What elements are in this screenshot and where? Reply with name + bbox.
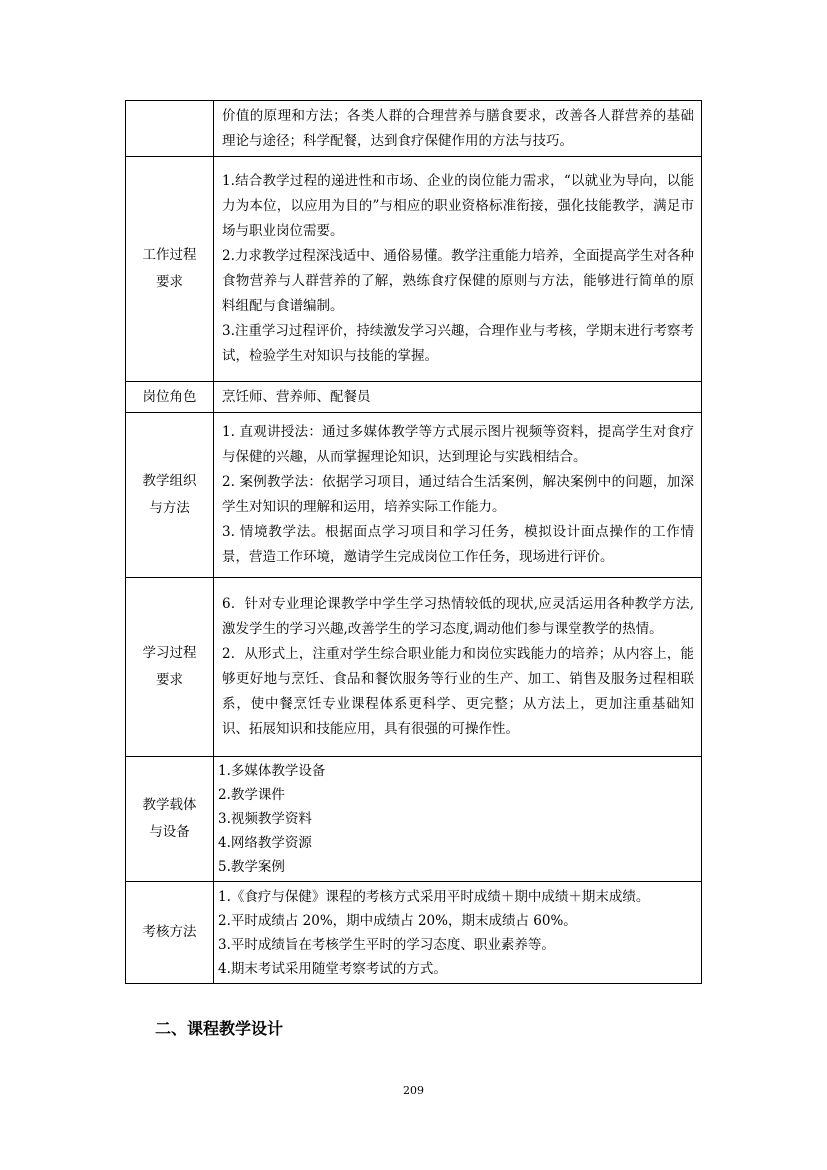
content-paragraph: 3.平时成绩旨在考核学生平时的学习态度、职业素养等。 [218, 936, 555, 953]
content-paragraph: 2.力求教学过程深浅适中、通俗易懂。教学注重能力培养，全面提高学生对各种食物营养与人群营养的了解，熟练食疗保健的原则与方法，能够进行简单的原料组配与食谱编制。 [222, 248, 694, 314]
row-label [126, 382, 214, 413]
row-label-line: 工作过程 [142, 247, 197, 263]
content-paragraph: 2．从形式上，注重对学生综合职业能力和岗位实践能力的培养；从内容上，能够更好地与烹饪、食品和餐饮服务等行业的生产、加工、销售及服务过程相联系，使中餐烹饪专业课程体系更科学、更完整；从方法上，更加注重基础知识、拓展知识和技能应用，具有很强的可操作性。 [222, 646, 694, 737]
content-paragraph: 4.期末考试采用随堂考察考试的方式。 [218, 960, 447, 977]
content-paragraph: 3.视频教学资料 [218, 811, 312, 827]
row-label-line: 教学组织 [142, 473, 197, 489]
row-label-line: 岗位角色 [142, 388, 197, 405]
table-row [126, 157, 702, 382]
row-label-line: 学习过程 [142, 645, 197, 661]
row-content [214, 101, 702, 157]
row-label [126, 882, 214, 984]
row-label-line: 教学载体 [142, 797, 197, 813]
content-paragraph: 1.结合教学过程的递进性和市场、企业的岗位能力需求，“以就业为导向，以能力为本位，以应用为目的”与相应的职业资格标准衔接，强化技能教学，满足市场与职业岗位需要。 [222, 173, 694, 239]
table-row [126, 101, 702, 157]
content-paragraph: 烹饪师、营养师、配餐员 [222, 388, 371, 405]
table-row [126, 757, 702, 882]
row-label-line: 要求 [156, 274, 183, 290]
row-label [126, 101, 214, 157]
row-content [214, 382, 702, 413]
row-content [214, 413, 702, 578]
table-row [126, 882, 702, 984]
row-content [214, 882, 702, 984]
page-number: 209 [403, 1084, 424, 1097]
content-paragraph: 3.注重学习过程评价，持续激发学习兴趣，合理作业与考核，学期末进行考察考试，检验学生对知识与技能的掌握。 [222, 323, 694, 364]
row-label [126, 157, 214, 382]
content-paragraph: 1.多媒体教学设备 [218, 763, 326, 779]
content-paragraph: 6．针对专业理论课教学中学生学习热情较低的现状,应灵活运用各种教学方法,激发学生的学习兴趣,改善学生的学习态度,调动他们参与课堂教学的热情。 [222, 596, 694, 637]
row-content [214, 578, 702, 757]
row-label-line: 与方法 [149, 500, 190, 516]
row-label-line: 考核方法 [142, 924, 197, 940]
section-heading: 二、课程教学设计 [155, 1019, 284, 1038]
row-label [126, 413, 214, 578]
row-label-line: 要求 [156, 672, 183, 688]
content-paragraph: 2.教学课件 [218, 787, 285, 803]
row-label [126, 757, 214, 882]
content-paragraph: 价值的原理和方法；各类人群的合理营养与膳食要求，改善各人群营养的基础理论与途径；科学配餐，达到食疗保健作用的方法与技巧。 [222, 107, 694, 149]
content-paragraph: 4.网络教学资源 [218, 835, 312, 851]
row-content [214, 157, 702, 382]
content-paragraph: 1.《食疗与保健》课程的考核方式采用平时成绩＋期中成绩＋期末成绩。 [218, 888, 650, 905]
content-paragraph: 1. 直观讲授法：通过多媒体教学等方式展示图片视频等资料，提高学生对食疗与保健的兴趣，从而掌握理论知识，达到理论与实践相结合。 [222, 424, 694, 465]
row-label [126, 578, 214, 757]
content-paragraph: 2. 案例教学法：依据学习项目，通过结合生活案例，解决案例中的问题，加深学生对知识的理解和运用，培养实际工作能力。 [222, 474, 694, 515]
content-paragraph: 3. 情境教学法。根据面点学习项目和学习任务，模拟设计面点操作的工作情景，营造工作环境，邀请学生完成岗位工作任务，现场进行评价。 [222, 524, 694, 565]
row-content [214, 757, 702, 882]
course-info-table [125, 100, 702, 984]
table-row [126, 578, 702, 757]
content-paragraph: 5.教学案例 [218, 859, 285, 875]
table-row [126, 413, 702, 578]
content-paragraph: 2.平时成绩占 20%，期中成绩占 20%，期末成绩占 60%。 [218, 912, 577, 929]
table-row [126, 382, 702, 413]
row-label-line: 与设备 [149, 824, 190, 840]
